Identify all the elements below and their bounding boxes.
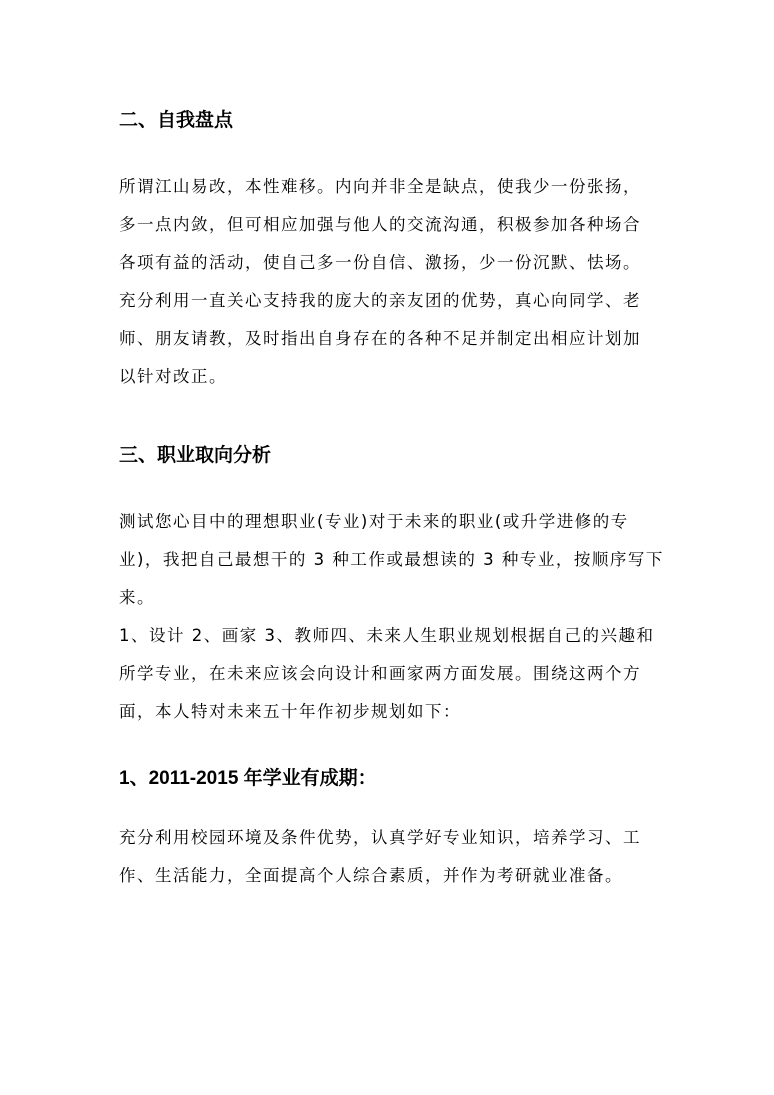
paragraph-line: 业)，我把自己最想干的 3 种工作或最想读的 3 种专业，按顺序写下 [119,550,664,569]
paragraph-line: 师、朋友请教，及时指出自身存在的各种不足并制定出相应计划加 [119,329,641,348]
section-paragraph-career-orientation [119,503,664,731]
paragraph-line: 以针对改正。 [119,367,227,386]
paragraph-line: 各项有益的活动，使自己多一份自信、激扬，少一份沉默、怯场。 [119,253,641,272]
paragraph-line: 所谓江山易改，本性难移。内向并非全是缺点，使我少一份张扬， [119,177,641,196]
section-paragraph-self-inventory [119,168,664,396]
section-heading-self-inventory: 二、自我盘点 [119,109,234,131]
paragraph-line: 作、生活能力，全面提高个人综合素质，并作为考研就业准备。 [119,866,623,885]
paragraph-line: 1、设计 2、画家 3、教师四、未来人生职业规划根据自己的兴趣和 [119,626,655,645]
section-paragraph-study-period [119,819,664,895]
section-heading-career-orientation: 三、职业取向分析 [119,444,272,466]
paragraph-line: 充分利用校园环境及条件优势，认真学好专业知识，培养学习、工 [119,828,641,847]
paragraph-line: 面，本人特对未来五十年作初步规划如下： [119,702,461,721]
paragraph-line: 测试您心目中的理想职业(专业)对于未来的职业(或升学进修的专 [119,512,629,531]
paragraph-line: 充分利用一直关心支持我的庞大的亲友团的优势，真心向同学、老 [119,291,641,310]
paragraph-line: 来。 [119,588,155,607]
paragraph-line: 多一点内敛，但可相应加强与他人的交流沟通，积极参加各种场合 [119,215,641,234]
section-heading-study-period: 1、2011-2015 年学业有成期： [119,768,377,789]
paragraph-line: 所学专业，在未来应该会向设计和画家两方面发展。围绕这两个方 [119,664,641,683]
